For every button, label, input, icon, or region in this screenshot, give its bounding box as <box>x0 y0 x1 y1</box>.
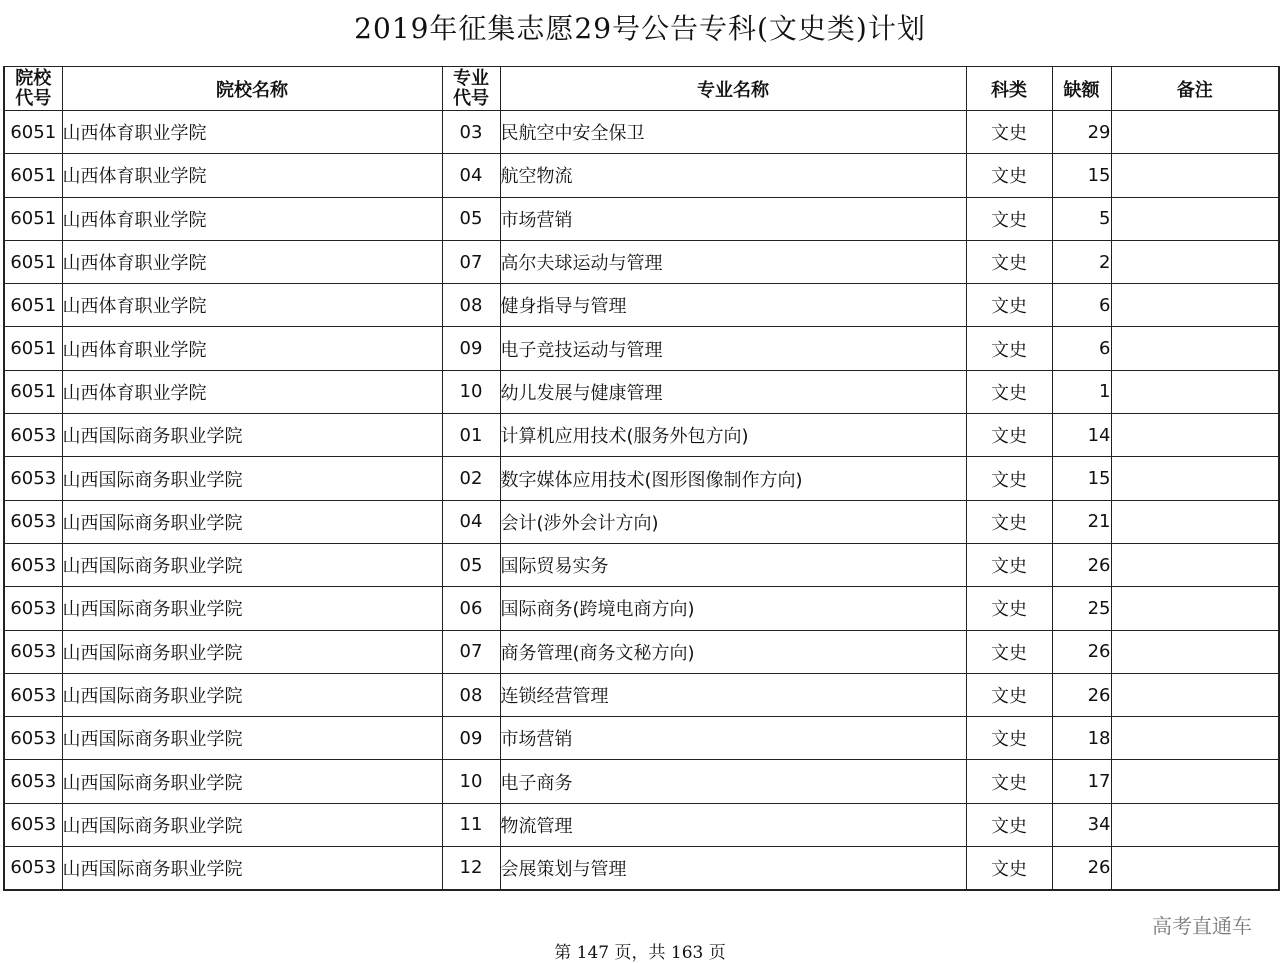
cell-major-name: 电子竞技运动与管理 <box>500 327 966 370</box>
cell-school-name: 山西国际商务职业学院 <box>62 803 442 846</box>
cell-major-name: 民航空中安全保卫 <box>500 111 966 154</box>
cell-school-code: 6051 <box>4 111 62 154</box>
cell-remarks <box>1111 500 1279 543</box>
cell-category: 文史 <box>966 630 1052 673</box>
cell-quota: 26 <box>1052 543 1111 586</box>
cell-remarks <box>1111 760 1279 803</box>
table-row <box>4 803 1279 846</box>
header-major-code-line1: 专业 <box>453 67 489 89</box>
cell-major-code: 10 <box>442 370 500 413</box>
cell-major-code: 05 <box>442 543 500 586</box>
table-row <box>4 717 1279 760</box>
cell-quota: 17 <box>1052 760 1111 803</box>
cell-school-code: 6053 <box>4 847 62 890</box>
cell-remarks <box>1111 673 1279 716</box>
watermark: 高考直通车 <box>1152 914 1252 938</box>
cell-school-name: 山西国际商务职业学院 <box>62 500 442 543</box>
table-row <box>4 673 1279 716</box>
table-row <box>4 587 1279 630</box>
cell-major-code: 07 <box>442 240 500 283</box>
cell-quota: 6 <box>1052 284 1111 327</box>
cell-major-code: 12 <box>442 847 500 890</box>
table-row <box>4 240 1279 283</box>
cell-remarks <box>1111 457 1279 500</box>
cell-category: 文史 <box>966 284 1052 327</box>
page-title: 2019年征集志愿29号公告专科(文史类)计划 <box>354 12 926 45</box>
cell-school-code: 6051 <box>4 240 62 283</box>
table-row <box>4 630 1279 673</box>
cell-major-name: 会展策划与管理 <box>500 847 966 890</box>
cell-major-name: 国际商务(跨境电商方向) <box>500 587 966 630</box>
header-category: 科类 <box>966 67 1052 111</box>
cell-school-code: 6053 <box>4 630 62 673</box>
cell-category: 文史 <box>966 111 1052 154</box>
table-row <box>4 370 1279 413</box>
cell-school-name: 山西国际商务职业学院 <box>62 760 442 803</box>
cell-remarks <box>1111 543 1279 586</box>
cell-major-name: 会计(涉外会计方向) <box>500 500 966 543</box>
cell-remarks <box>1111 111 1279 154</box>
table-row <box>4 327 1279 370</box>
cell-school-code: 6053 <box>4 500 62 543</box>
header-major-code-line2: 代号 <box>453 87 489 109</box>
cell-remarks <box>1111 414 1279 457</box>
cell-major-name: 高尔夫球运动与管理 <box>500 240 966 283</box>
cell-school-name: 山西体育职业学院 <box>62 284 442 327</box>
cell-category: 文史 <box>966 370 1052 413</box>
cell-category: 文史 <box>966 197 1052 240</box>
cell-category: 文史 <box>966 673 1052 716</box>
cell-school-name: 山西体育职业学院 <box>62 197 442 240</box>
cell-school-code: 6051 <box>4 284 62 327</box>
cell-major-code: 08 <box>442 673 500 716</box>
cell-school-code: 6053 <box>4 717 62 760</box>
cell-major-name: 市场营销 <box>500 197 966 240</box>
table-row <box>4 457 1279 500</box>
cell-school-name: 山西国际商务职业学院 <box>62 673 442 716</box>
cell-quota: 5 <box>1052 197 1111 240</box>
cell-quota: 6 <box>1052 327 1111 370</box>
cell-school-name: 山西国际商务职业学院 <box>62 717 442 760</box>
cell-major-name: 物流管理 <box>500 803 966 846</box>
cell-school-code: 6051 <box>4 327 62 370</box>
cell-major-name: 数字媒体应用技术(图形图像制作方向) <box>500 457 966 500</box>
header-major-code <box>442 67 500 111</box>
cell-major-name: 电子商务 <box>500 760 966 803</box>
cell-category: 文史 <box>966 803 1052 846</box>
cell-category: 文史 <box>966 717 1052 760</box>
table-header-row <box>4 67 1279 111</box>
cell-category: 文史 <box>966 154 1052 197</box>
cell-category: 文史 <box>966 587 1052 630</box>
header-school-name: 院校名称 <box>62 67 442 111</box>
header-school-code <box>4 67 62 111</box>
cell-remarks <box>1111 197 1279 240</box>
cell-remarks <box>1111 327 1279 370</box>
table-row <box>4 500 1279 543</box>
cell-remarks <box>1111 240 1279 283</box>
cell-quota: 15 <box>1052 154 1111 197</box>
cell-remarks <box>1111 284 1279 327</box>
table-row <box>4 414 1279 457</box>
cell-category: 文史 <box>966 327 1052 370</box>
cell-quota: 18 <box>1052 717 1111 760</box>
cell-remarks <box>1111 847 1279 890</box>
cell-remarks <box>1111 803 1279 846</box>
cell-major-code: 05 <box>442 197 500 240</box>
header-remarks: 备注 <box>1111 67 1279 111</box>
table-row <box>4 197 1279 240</box>
cell-quota: 2 <box>1052 240 1111 283</box>
cell-school-name: 山西国际商务职业学院 <box>62 414 442 457</box>
cell-major-code: 03 <box>442 111 500 154</box>
header-school-code-line2: 代号 <box>15 87 52 109</box>
cell-school-name: 山西国际商务职业学院 <box>62 630 442 673</box>
table-row <box>4 154 1279 197</box>
table-row <box>4 543 1279 586</box>
cell-school-name: 山西国际商务职业学院 <box>62 587 442 630</box>
cell-quota: 29 <box>1052 111 1111 154</box>
table-body <box>4 111 1279 890</box>
plan-table <box>3 66 1280 891</box>
cell-school-code: 6053 <box>4 760 62 803</box>
cell-school-name: 山西体育职业学院 <box>62 240 442 283</box>
cell-school-name: 山西国际商务职业学院 <box>62 543 442 586</box>
cell-remarks <box>1111 717 1279 760</box>
cell-category: 文史 <box>966 500 1052 543</box>
cell-category: 文史 <box>966 414 1052 457</box>
cell-major-code: 01 <box>442 414 500 457</box>
cell-major-name: 幼儿发展与健康管理 <box>500 370 966 413</box>
cell-quota: 14 <box>1052 414 1111 457</box>
cell-quota: 26 <box>1052 673 1111 716</box>
header-quota: 缺额 <box>1052 67 1111 111</box>
cell-school-code: 6053 <box>4 673 62 716</box>
cell-major-name: 国际贸易实务 <box>500 543 966 586</box>
cell-school-code: 6051 <box>4 197 62 240</box>
cell-major-code: 09 <box>442 327 500 370</box>
header-major-name: 专业名称 <box>500 67 966 111</box>
cell-major-code: 09 <box>442 717 500 760</box>
cell-quota: 1 <box>1052 370 1111 413</box>
cell-school-code: 6053 <box>4 414 62 457</box>
table-row <box>4 847 1279 890</box>
cell-quota: 26 <box>1052 847 1111 890</box>
cell-school-code: 6053 <box>4 457 62 500</box>
cell-school-name: 山西体育职业学院 <box>62 154 442 197</box>
table-row <box>4 111 1279 154</box>
cell-major-name: 市场营销 <box>500 717 966 760</box>
cell-major-code: 06 <box>442 587 500 630</box>
cell-remarks <box>1111 370 1279 413</box>
cell-quota: 21 <box>1052 500 1111 543</box>
table-row <box>4 284 1279 327</box>
page-footer: 第 147 页，共 163 页 <box>554 943 726 963</box>
cell-major-code: 07 <box>442 630 500 673</box>
cell-category: 文史 <box>966 240 1052 283</box>
cell-major-code: 11 <box>442 803 500 846</box>
cell-category: 文史 <box>966 457 1052 500</box>
cell-school-code: 6051 <box>4 154 62 197</box>
cell-quota: 25 <box>1052 587 1111 630</box>
cell-major-code: 04 <box>442 500 500 543</box>
cell-school-code: 6053 <box>4 543 62 586</box>
cell-major-code: 10 <box>442 760 500 803</box>
cell-school-name: 山西体育职业学院 <box>62 370 442 413</box>
cell-major-code: 04 <box>442 154 500 197</box>
cell-quota: 34 <box>1052 803 1111 846</box>
cell-major-name: 计算机应用技术(服务外包方向) <box>500 414 966 457</box>
cell-school-code: 6053 <box>4 803 62 846</box>
cell-quota: 26 <box>1052 630 1111 673</box>
cell-major-name: 健身指导与管理 <box>500 284 966 327</box>
header-school-code-line1: 院校 <box>15 67 52 89</box>
cell-major-code: 08 <box>442 284 500 327</box>
cell-school-name: 山西体育职业学院 <box>62 111 442 154</box>
cell-category: 文史 <box>966 847 1052 890</box>
cell-remarks <box>1111 630 1279 673</box>
cell-major-name: 连锁经营管理 <box>500 673 966 716</box>
cell-major-code: 02 <box>442 457 500 500</box>
cell-remarks <box>1111 587 1279 630</box>
cell-school-code: 6051 <box>4 370 62 413</box>
cell-remarks <box>1111 154 1279 197</box>
cell-school-name: 山西体育职业学院 <box>62 327 442 370</box>
cell-category: 文史 <box>966 760 1052 803</box>
cell-school-name: 山西国际商务职业学院 <box>62 847 442 890</box>
cell-category: 文史 <box>966 543 1052 586</box>
cell-school-name: 山西国际商务职业学院 <box>62 457 442 500</box>
table-row <box>4 760 1279 803</box>
cell-school-code: 6053 <box>4 587 62 630</box>
cell-quota: 15 <box>1052 457 1111 500</box>
cell-major-name: 商务管理(商务文秘方向) <box>500 630 966 673</box>
cell-major-name: 航空物流 <box>500 154 966 197</box>
